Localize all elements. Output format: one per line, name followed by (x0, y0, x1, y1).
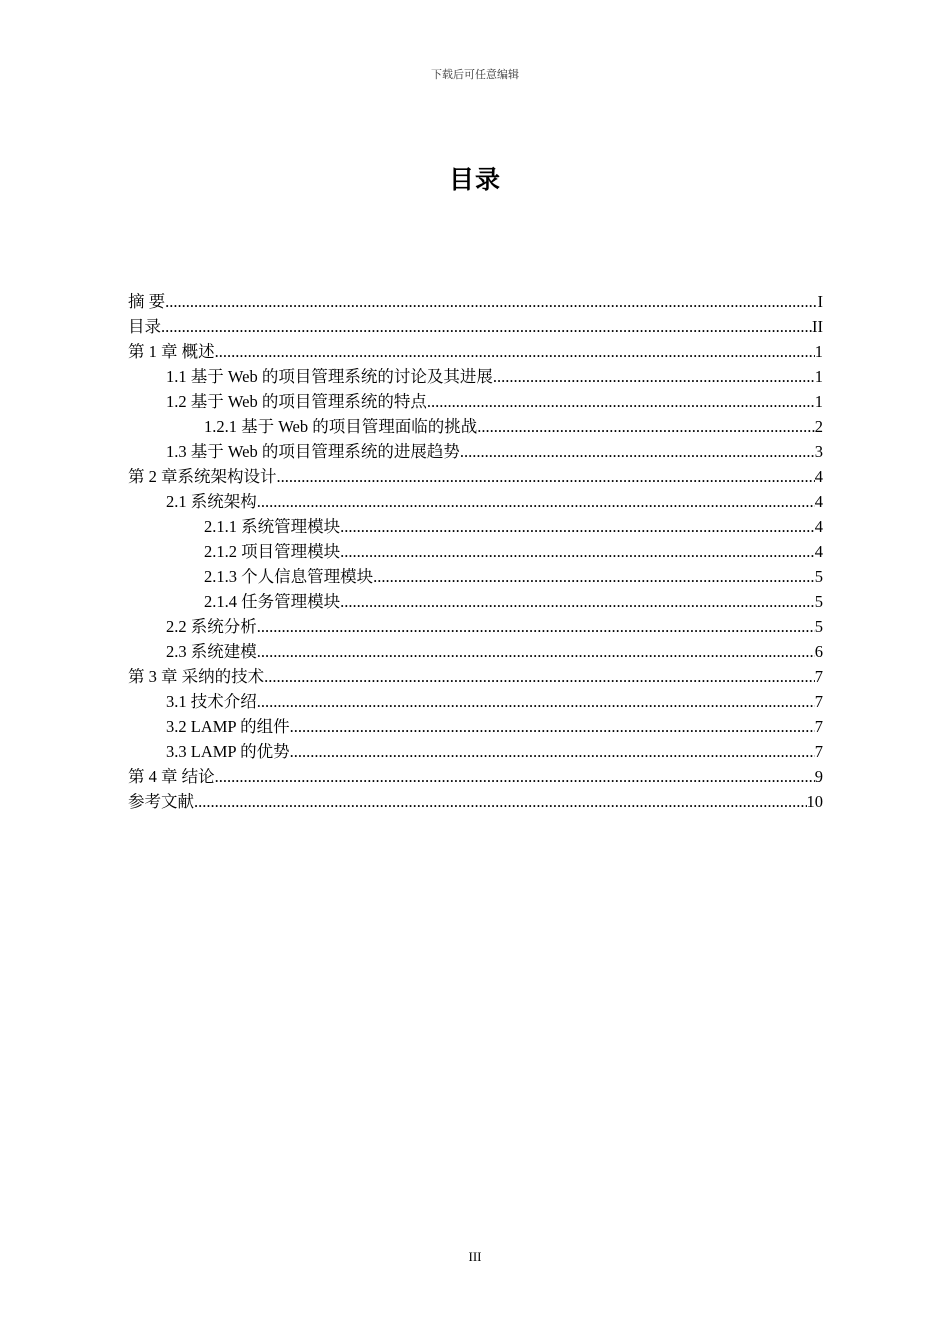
toc-entry[interactable] (128, 339, 823, 364)
toc-dot-leader (165, 289, 817, 314)
toc-entry-label: 2.2 系统分析 (166, 617, 257, 636)
toc-dot-leader (215, 339, 815, 364)
toc-entry[interactable] (128, 689, 823, 714)
toc-entry[interactable] (128, 564, 823, 589)
toc-entry-page: 4 (814, 467, 823, 486)
toc-entry[interactable] (128, 514, 823, 539)
toc-dot-leader (264, 664, 815, 689)
toc-dot-leader (290, 739, 815, 764)
toc-entry-label: 1.3 基于 Web 的项目管理系统的进展趋势 (166, 442, 460, 461)
toc-dot-leader (340, 539, 815, 564)
toc-dot-leader (493, 364, 815, 389)
toc-entry[interactable] (128, 414, 823, 439)
toc-dot-leader (290, 714, 815, 739)
toc-dot-leader (460, 439, 815, 464)
toc-entry-label: 1.1 基于 Web 的项目管理系统的讨论及其进展 (166, 367, 493, 386)
toc-dot-leader (340, 514, 815, 539)
toc-entry[interactable] (128, 389, 823, 414)
toc-dot-leader (215, 764, 815, 789)
toc-entry-label: 摘 要 (128, 292, 166, 311)
toc-entry-page: 4 (814, 542, 823, 561)
toc-entry-label: 2.1.2 项目管理模块 (204, 542, 341, 561)
toc-title: 目录 (448, 165, 501, 194)
toc-dot-leader (277, 464, 815, 489)
toc-entry-page: 7 (814, 692, 823, 711)
toc-dot-leader (477, 414, 815, 439)
toc-dot-leader (340, 589, 815, 614)
toc-entry-page: 6 (814, 642, 823, 661)
toc-entry-label: 2.1 系统架构 (166, 492, 257, 511)
toc-dot-leader (257, 489, 815, 514)
page-number: III (468, 1249, 482, 1264)
toc-entry-label: 3.2 LAMP 的组件 (166, 717, 290, 736)
toc-entry-label: 2.1.1 系统管理模块 (204, 517, 341, 536)
toc-entry-label: 第 1 章 概述 (128, 342, 215, 361)
toc-entry[interactable] (128, 289, 823, 314)
toc-dot-leader (257, 639, 815, 664)
toc-entry-label: 1.2 基于 Web 的项目管理系统的特点 (166, 392, 427, 411)
toc-entry[interactable] (128, 439, 823, 464)
toc-entry-page: 4 (814, 517, 823, 536)
toc-entry[interactable] (128, 539, 823, 564)
toc-dot-leader (257, 614, 815, 639)
toc-entry-page: 7 (814, 667, 823, 686)
toc-entry[interactable] (128, 489, 823, 514)
table-of-contents (128, 289, 823, 814)
toc-entry-page: 2 (814, 417, 823, 436)
toc-entry-page: 10 (806, 792, 823, 811)
toc-entry-label: 3.3 LAMP 的优势 (166, 742, 290, 761)
toc-entry-page: 5 (814, 617, 823, 636)
toc-dot-leader (427, 389, 815, 414)
toc-entry-page: 1 (814, 392, 823, 411)
toc-entry-label: 1.2.1 基于 Web 的项目管理面临的挑战 (204, 417, 478, 436)
toc-entry-page: 1 (814, 367, 823, 386)
header-note: 下载后可任意编辑 (431, 69, 519, 81)
toc-entry-page: II (812, 317, 823, 336)
toc-entry-label: 参考文献 (128, 792, 194, 811)
toc-dot-leader (194, 789, 807, 814)
toc-entry-page: 9 (814, 767, 823, 786)
toc-entry-page: 7 (814, 717, 823, 736)
toc-entry[interactable] (128, 789, 823, 814)
toc-dot-leader (373, 564, 815, 589)
toc-entry-label: 第 4 章 结论 (128, 767, 215, 786)
toc-entry-page: I (817, 292, 823, 311)
toc-entry-page: 5 (814, 567, 823, 586)
toc-entry-label: 目录 (128, 317, 161, 336)
toc-entry[interactable] (128, 639, 823, 664)
toc-entry-page: 7 (814, 742, 823, 761)
toc-entry-label: 第 2 章系统架构设计 (128, 467, 277, 486)
toc-entry-label: 2.3 系统建模 (166, 642, 257, 661)
toc-entry-page: 1 (814, 342, 823, 361)
toc-entry-label: 2.1.3 个人信息管理模块 (204, 567, 374, 586)
toc-entry-label: 第 3 章 采纳的技术 (128, 667, 265, 686)
toc-entry[interactable] (128, 464, 823, 489)
toc-entry-label: 3.1 技术介绍 (166, 692, 257, 711)
toc-entry[interactable] (128, 714, 823, 739)
toc-entry[interactable] (128, 314, 823, 339)
toc-entry-label: 2.1.4 任务管理模块 (204, 592, 341, 611)
toc-entry-page: 5 (814, 592, 823, 611)
toc-entry-page: 3 (814, 442, 823, 461)
toc-entry[interactable] (128, 739, 823, 764)
toc-entry[interactable] (128, 764, 823, 789)
toc-entry[interactable] (128, 664, 823, 689)
toc-entry[interactable] (128, 614, 823, 639)
toc-dot-leader (257, 689, 815, 714)
toc-entry-page: 4 (814, 492, 823, 511)
toc-entry[interactable] (128, 589, 823, 614)
toc-dot-leader (161, 314, 812, 339)
toc-entry[interactable] (128, 364, 823, 389)
